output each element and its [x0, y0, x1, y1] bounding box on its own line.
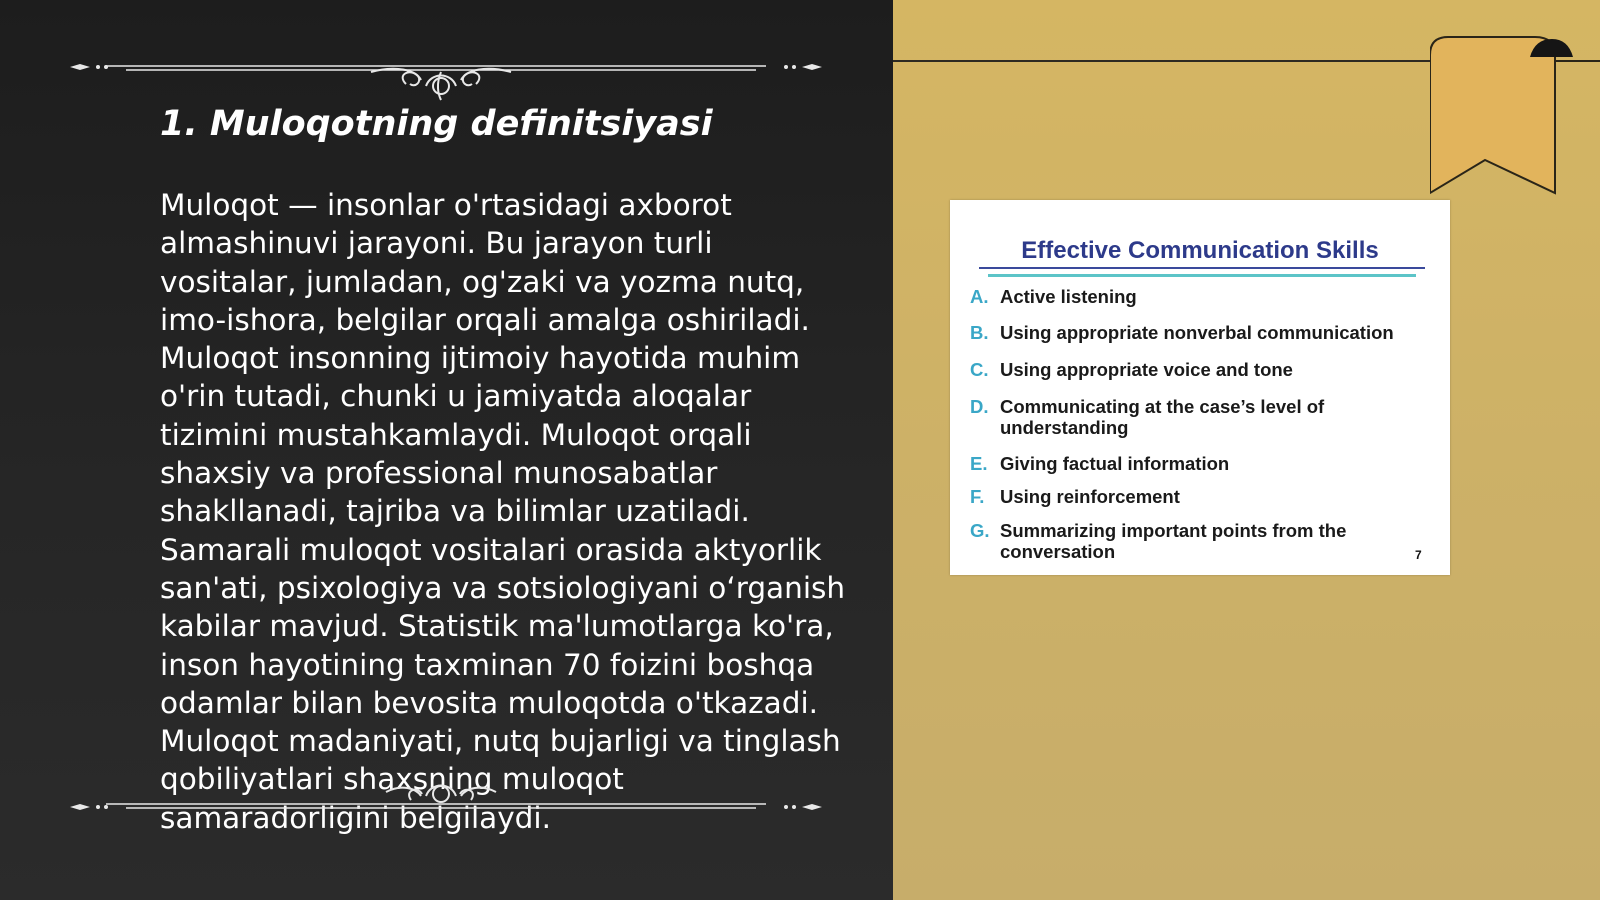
skills-title-underline-teal — [988, 274, 1416, 277]
skills-title-underline — [979, 267, 1425, 269]
slide-title: 1. Muloqotning definitsiyasi — [160, 104, 713, 144]
slide-body-text: Muloqot — insonlar o'rtasidagi axborot almashinuvi jarayoni. Bu jarayon turli vositalar, jumladan, og'zaki va yozma nutq, imo-ishora, belgilar orqali amalga oshiriladi. Muloqot insonning ijtimoiy hayotida muhim o'rin tutadi, chunki u jamiyatda aloqalar tizimini mustahkamlaydi. Muloqot orqali shaxsiy va professional munosabatlar shakllanadi, tajriba va bilimlar uzatiladi. Samarali muloqot vositalari orasida aktyorlik san'ati, psixologiya va sotsiologiyani o‘rganish kabilar mavjud. Statistik ma'lumotlarga ko'ra, inson hayotining taxminan 70 foizini boshqa odamlar bilan bevosita muloqotda o'tkazadi. Muloqot madaniyati, nutq bujarligi va tinglash qobiliyatlari shaxsning muloqot samaradorligini belgilaydi. — [160, 188, 846, 835]
skill-text: Using appropriate nonverbal communication — [1000, 322, 1394, 343]
skill-text: Giving factual information — [1000, 453, 1230, 474]
skill-letter: C. — [970, 359, 989, 380]
skill-letter: G. — [970, 520, 990, 541]
flourish-divider-icon — [66, 782, 826, 842]
skill-letter: A. — [970, 286, 989, 307]
skill-text: Summarizing important points from the conversation — [1000, 520, 1347, 562]
skill-text: Using appropriate voice and tone — [1000, 359, 1293, 380]
skill-letter: D. — [970, 396, 989, 417]
skill-letter: B. — [970, 322, 989, 343]
flourish-divider-icon — [66, 50, 826, 110]
bookmark-ribbon-icon — [1430, 35, 1600, 200]
skill-text: Using reinforcement — [1000, 486, 1180, 507]
skill-letter: F. — [970, 486, 985, 507]
skill-text: Active listening — [1000, 286, 1137, 307]
skills-card-title: Effective Communication Skills — [1021, 237, 1379, 264]
skill-text: Communicating at the case’s level of understanding — [1000, 396, 1325, 438]
skill-letter: E. — [970, 453, 988, 474]
skills-card-image — [950, 200, 1450, 575]
skills-card-page-number: 7 — [1415, 548, 1422, 562]
